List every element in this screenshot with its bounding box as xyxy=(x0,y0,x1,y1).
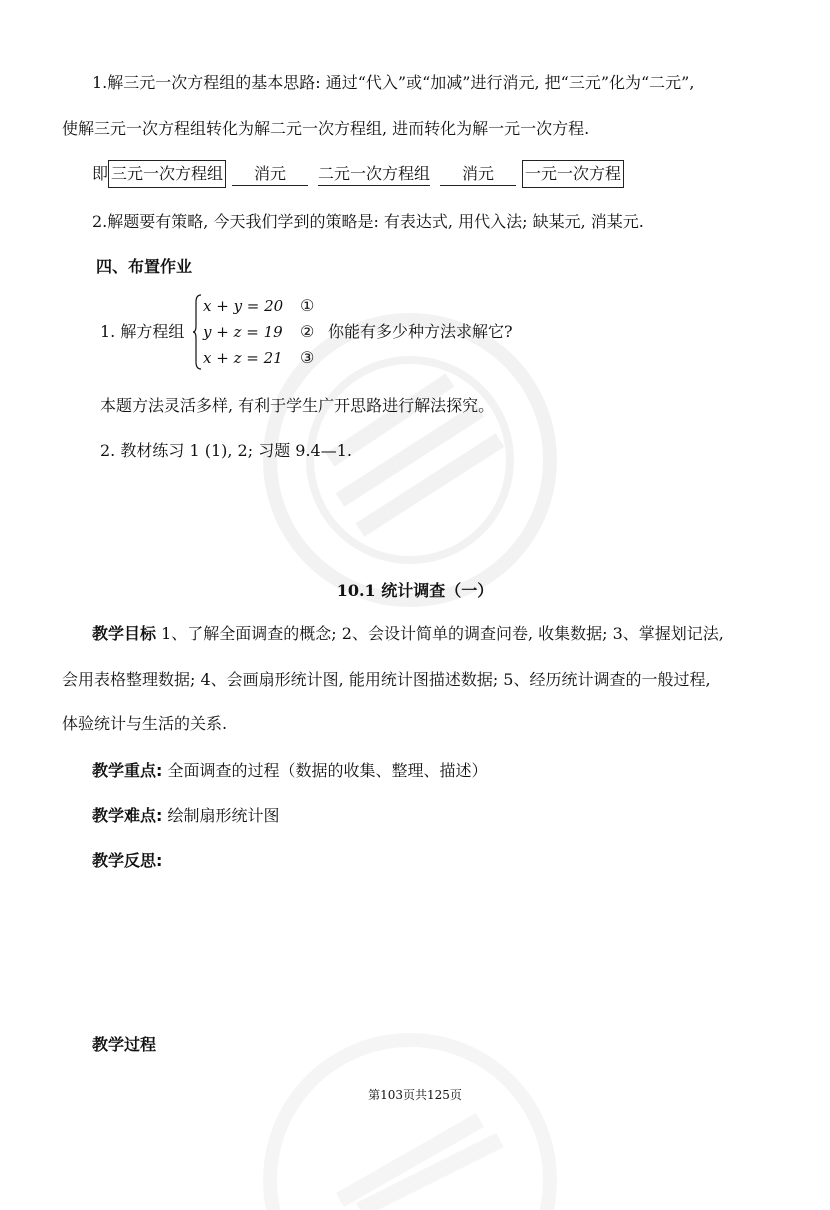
teaching-goals-line-1 xyxy=(92,623,724,645)
left-brace-icon xyxy=(192,294,202,370)
equation-2-marker: ② xyxy=(300,322,315,341)
question-2: 2. 教材练习 1 (1), 2; 习题 9.4—1. xyxy=(100,441,352,460)
equation-3: x + z = 21 xyxy=(203,349,283,367)
flow-two-variable: 二元一次方程组 xyxy=(318,163,430,186)
teaching-goals-line-2: 会用表格整理数据; 4、会画扇形统计图, 能用统计图描述数据; 5、经历统计调查的一般过程, xyxy=(62,670,711,689)
summary-point-1-line-2: 使解三元一次方程组转化为解二元一次方程组, 进而转化为解一元一次方程. xyxy=(62,119,590,138)
teaching-key-label: 教学重点: xyxy=(92,761,163,780)
flow-arrow-1: 消元 xyxy=(232,163,308,186)
flow-box-three-variable: 三元一次方程组 xyxy=(108,160,226,188)
teaching-difficulty xyxy=(92,805,280,827)
lesson-title: 10.1 统计调查（一） xyxy=(336,581,494,600)
teaching-goals-label: 教学目标 xyxy=(92,624,157,643)
watermark-seal-icon-2 xyxy=(250,1010,570,1210)
equation-3-marker: ③ xyxy=(300,348,315,367)
teaching-goals-text-1: 1、了解全面调查的概念; 2、会设计简单的调查问卷, 收集数据; 3、掌握划记法, xyxy=(156,624,724,643)
teaching-goals-line-3: 体验统计与生活的关系. xyxy=(62,714,228,733)
flow-box-one-variable: 一元一次方程 xyxy=(522,160,624,188)
teaching-key-point xyxy=(92,760,488,782)
equation-1: x + y = 20 xyxy=(203,297,284,315)
flow-arrow-2: 消元 xyxy=(440,163,516,186)
teaching-difficulty-text: 绘制扇形统计图 xyxy=(162,806,280,825)
homework-heading: 四、布置作业 xyxy=(96,257,193,276)
question-1-label: 1. 解方程组 xyxy=(100,322,185,341)
page-footer: 第103页共125页 xyxy=(368,1088,462,1102)
equation-1-marker: ① xyxy=(300,296,315,315)
flow-prefix: 即 xyxy=(92,164,109,183)
teaching-key-text: 全面调查的过程（数据的收集、整理、描述） xyxy=(162,761,488,780)
teaching-difficulty-label: 教学难点: xyxy=(92,806,163,825)
teaching-process-label: 教学过程 xyxy=(92,1035,157,1054)
summary-point-2: 2.解题要有策略, 今天我们学到的策略是: 有表达式, 用代入法; 缺某元, 消某元. xyxy=(92,212,644,231)
question-1-note: 本题方法灵活多样, 有利于学生广开思路进行解法探究。 xyxy=(100,396,495,415)
elimination-flow xyxy=(92,160,624,188)
summary-point-1-line-1: 1.解三元一次方程组的基本思路: 通过“代入”或“加减”进行消元, 把“三元”化为“二元”, xyxy=(92,73,695,92)
equation-2: y + z = 19 xyxy=(203,323,283,341)
teaching-reflection-label: 教学反思: xyxy=(92,851,163,870)
question-1-prompt: 你能有多少种方法求解它? xyxy=(328,322,513,341)
